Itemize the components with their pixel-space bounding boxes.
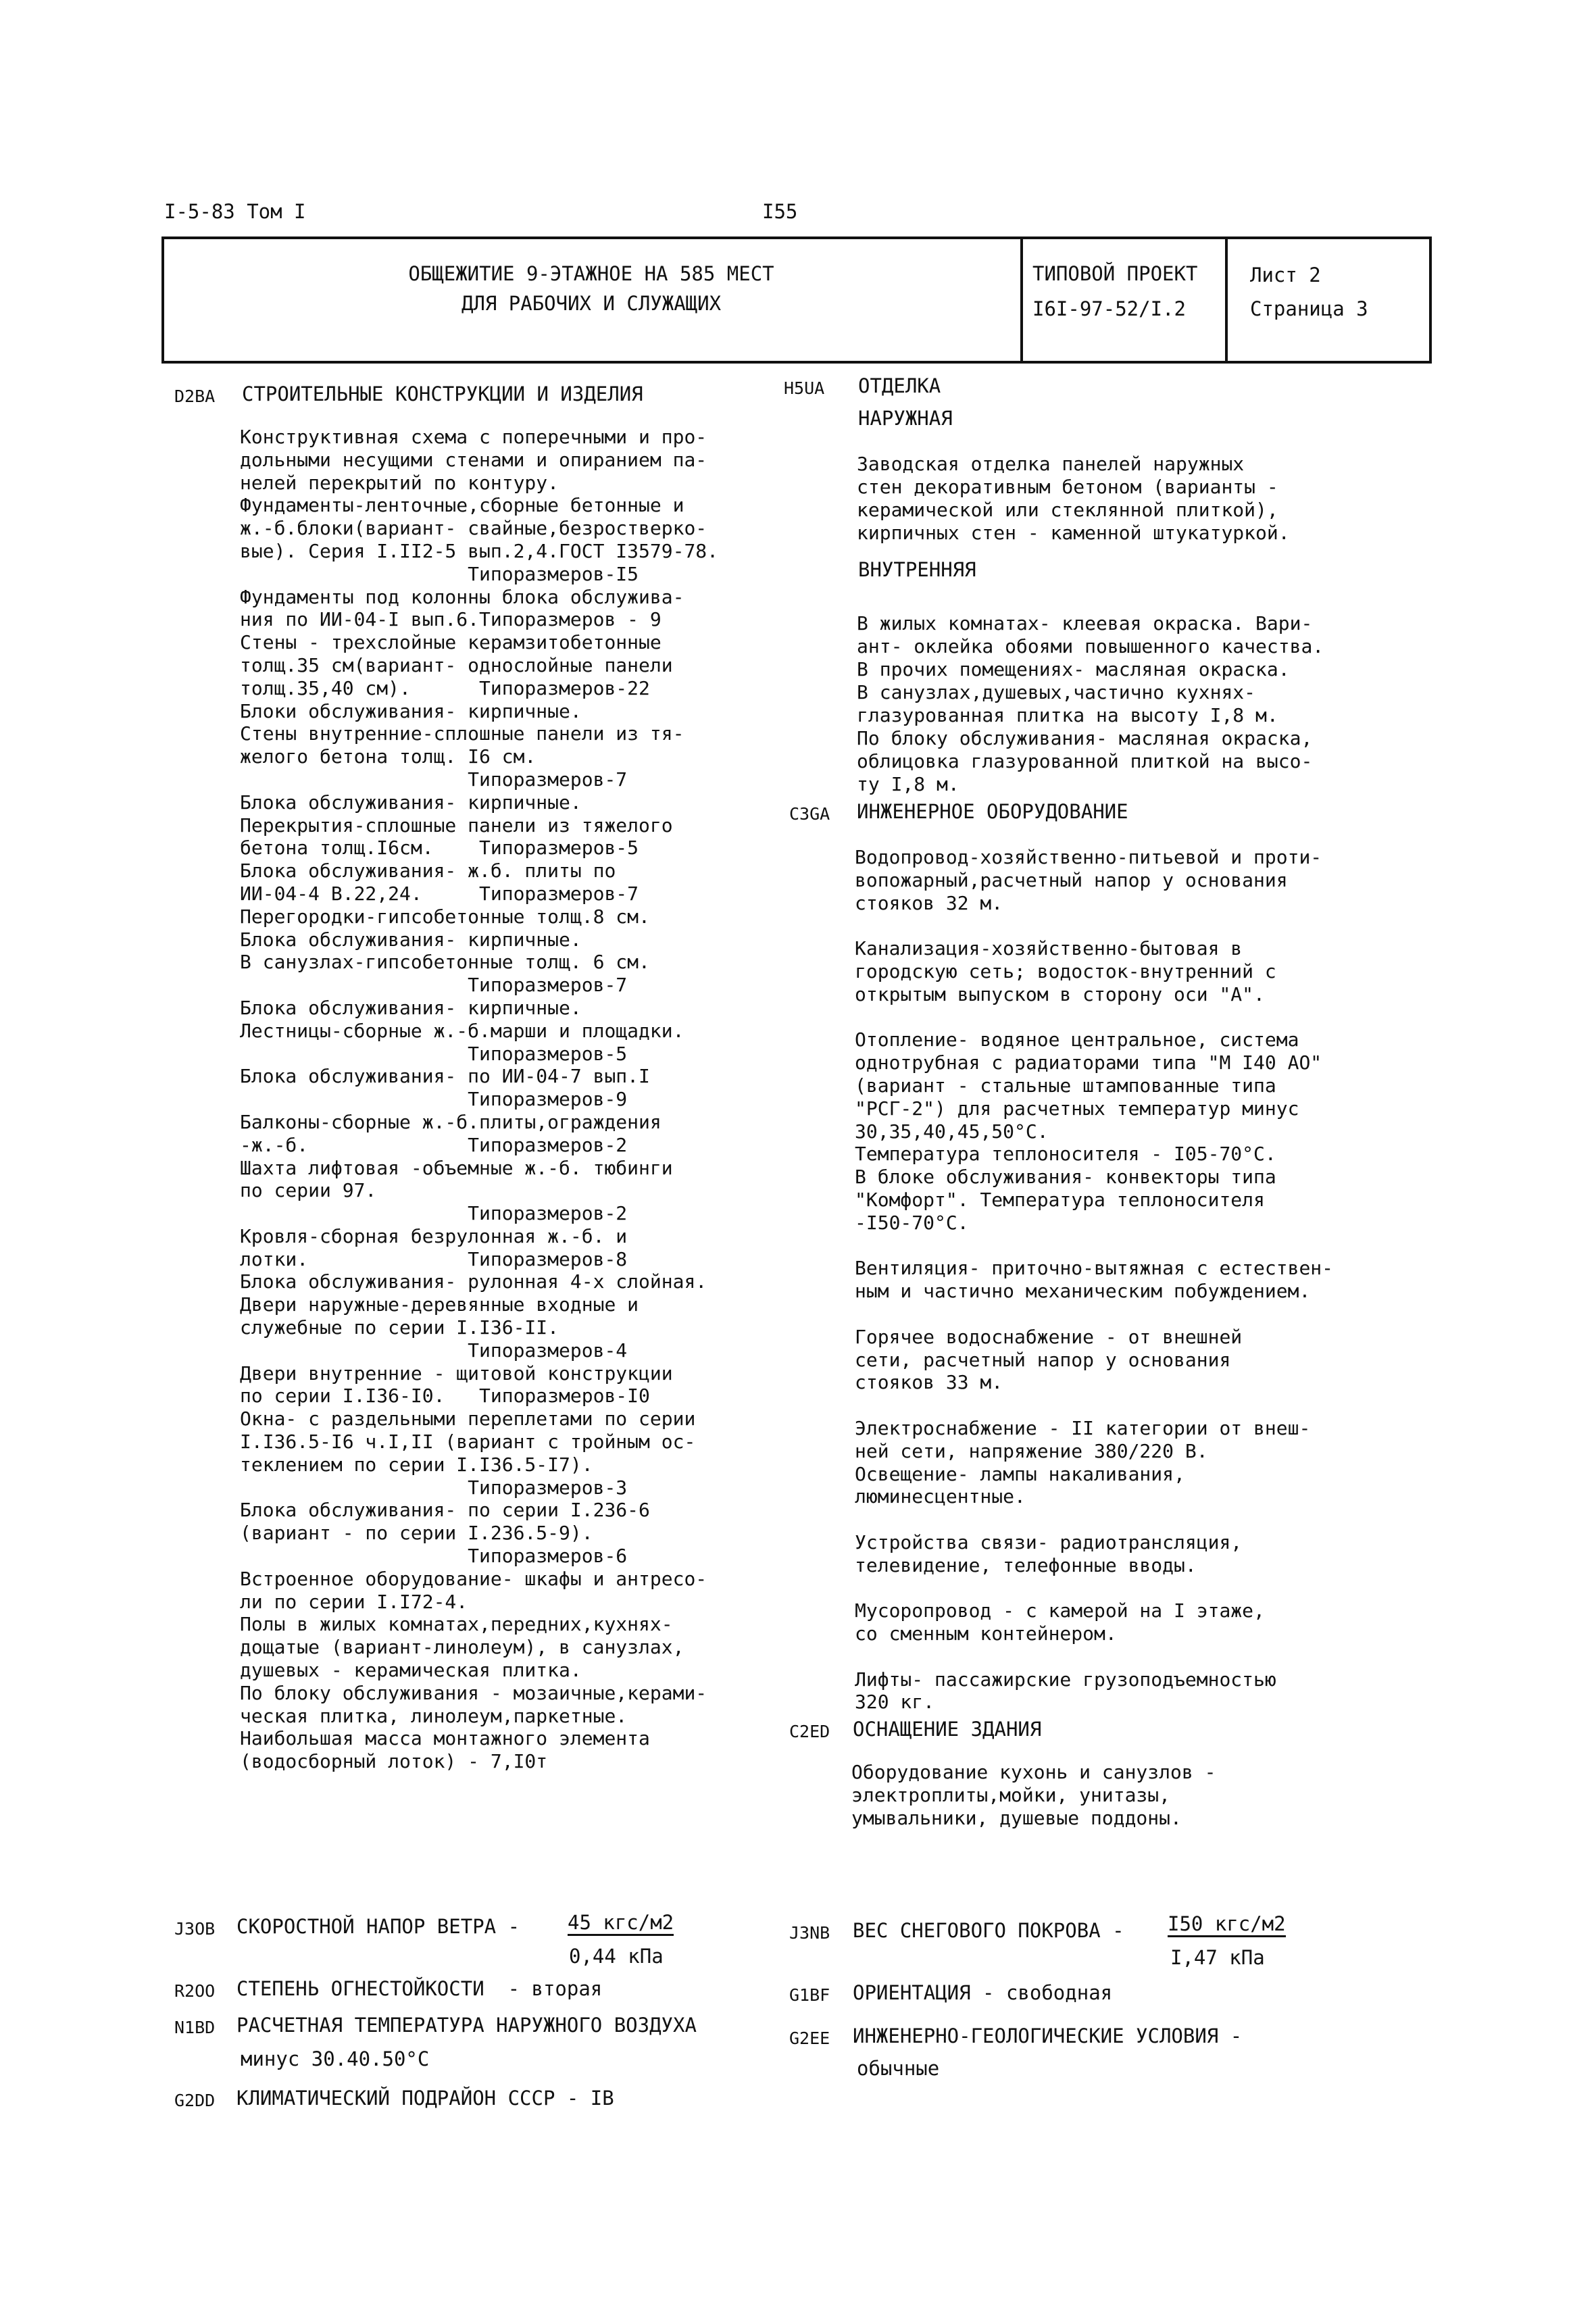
section-title: СТРОИТЕЛЬНЫЕ КОНСТРУКЦИИ И ИЗДЕЛИЯ — [242, 382, 643, 405]
section-code: D2BA — [174, 387, 216, 406]
climate-subregion: КЛИМАТИЧЕСКИЙ ПОДРАЙОН СССР - IВ — [236, 2087, 614, 2110]
wind-label: СКОРОСТНОЙ НАПОР ВЕТРА - — [236, 1915, 520, 1938]
section-code: N1BD — [174, 2018, 216, 2037]
geology-value: обычные — [857, 2057, 940, 2080]
title-block-divider — [1020, 237, 1023, 364]
section-code: R2OO — [174, 1981, 216, 2001]
section-code: H5UA — [784, 378, 825, 398]
design-temperature-label: РАСЧЕТНАЯ ТЕМПЕРАТУРА НАРУЖНОГО ВОЗДУХА — [236, 2014, 697, 2037]
geology-label: ИНЖЕНЕРНО-ГЕОЛОГИЧЕСКИЕ УСЛОВИЯ - — [853, 2024, 1243, 2047]
subsection-title: НАРУЖНАЯ — [858, 407, 953, 430]
document-subtitle: ДЛЯ РАБОЧИХ И СЛУЖАЩИХ — [461, 292, 722, 315]
project-number: I6I-97-52/I.2 — [1032, 297, 1186, 320]
equipment-text: Оборудование кухонь и санузлов - электроплиты,мойки, унитазы, умывальники, душевые поддоны. — [851, 1761, 1216, 1829]
snow-load-kgs: I50 кгс/м2 — [1168, 1912, 1286, 1937]
section-code: G2EE — [789, 2028, 830, 2048]
section-code: C3GA — [789, 804, 830, 824]
section-code: G2DD — [174, 2091, 216, 2110]
interior-finish-text: В жилых комнатах- клеевая окраска. Вари- ант- оклейка обоями повышенного качества. В прочих помещениях- масляная окраска. В санузлах,душевых,частично кухнях- глазурованная плитка на высоту I,8 м. По блоку обслуживания- масляная окраска, облицовка глазурованной плиткой на высо- ту I,8 м. — [857, 612, 1324, 795]
section-title: ОСНАЩЕНИЕ ЗДАНИЯ — [853, 1718, 1042, 1741]
engineering-text: Водопровод-хозяйственно-питьевой и проти- вопожарный,расчетный напор у основания стояков 32 м. Канализация-хозяйственно-бытовая в городскую сеть; водосток-внутренний с открытым выпуском в сторону оси "А". Отопление- водяное центральное, система однотрубная с радиаторами типа "М I40 АО" (вариант - стальные штампованные типа "РСГ-2") для расчетных температур минус 30,35,40,45,50°С. Температура теплоносителя - I05-70°С. В блоке обслуживания- конвекторы типа "Комфорт". Температура теплоносителя -I50-70°С. Вентиляция- приточно-вытяжная с естествен- ным и частично механическим побуждением. Горячее водоснабжение - от внешней сети, расчетный напор у основания стояков 33 м. Электроснабжение - II категории от внеш- ней сети, напряжение 380/220 В. Освещение- лампы накаливания, люминесцентные. Устройства связи- радиотрансляция, телевидение, телефонные вводы. Мусоропровод - с камерой на I этаже, со сменным контейнером. Лифты- пассажирские грузоподъемностью 320 кг. — [855, 846, 1334, 1714]
subsection-title: ВНУТРЕННЯЯ — [858, 558, 976, 581]
page-number: I55 — [762, 200, 798, 223]
sheet-number: Лист 2 — [1250, 264, 1321, 287]
section-code: G1BF — [789, 1985, 830, 2005]
wind-value-kpa: 0,44 кПа — [569, 1945, 664, 1968]
section-code: C2ED — [789, 1722, 830, 1741]
snow-load-label: ВЕС СНЕГОВОГО ПОКРОВА - — [853, 1919, 1124, 1942]
wind-value-kgs: 45 кгс/м2 — [568, 1911, 674, 1936]
section-code: J3OB — [174, 1919, 216, 1939]
orientation: ОРИЕНТАЦИЯ - свободная — [853, 1981, 1113, 2004]
snow-load-kpa: I,47 кПа — [1170, 1946, 1265, 1969]
page-of-sheet: Страница 3 — [1250, 297, 1368, 320]
exterior-finish-text: Заводская отделка панелей наружных стен декоративным бетоном (варианты - керамической или стеклянной плиткой), кирпичных стен - каменной штукатуркой. — [857, 453, 1290, 544]
design-temperature-value: минус 30.40.50°С — [241, 2047, 430, 2070]
document-title: ОБЩЕЖИТИЕ 9-ЭТАЖНОЕ НА 585 МЕСТ — [408, 262, 774, 285]
title-block-divider — [1225, 237, 1228, 364]
series-reference: I-5-83 Том I — [164, 200, 306, 223]
structures-text: Конструктивная схема с поперечными и про- дольными несущими стенами и опиранием па- нелей перекрытий по контуру. Фундаменты-ленточные,сборные бетонные и ж.-б.блоки(вариант- свайные,безростверко- вые). Серия I.II2-5 вып.2,4.ГОСТ I3579-78. Типоразмеров-I5 Фундаменты под колонны блока обслужива- ния по ИИ-04-I вып.6.Типоразмеров - 9 Стены - трехслойные керамзитобетонные толщ.35 см(вариант- однослойные панели толщ.35,40 см). Типоразмеров-22 Блоки обслуживания- кирпичные. Стены внутренние-сплошные панели из тя- желого бетона толщ. I6 см. Типоразмеров-7 Блока обслуживания- кирпичные. Перекрытия-сплошные панели из тяжелого бетона толщ.I6см. Типоразмеров-5 Блока обслуживания- ж.б. плиты по ИИ-04-4 В.22,24. Типоразмеров-7 Перегородки-гипсобетонные толщ.8 см. Блока обслуживания- кирпичные. В санузлах-гипсобетонные толщ. 6 см. Типоразмеров-7 Блока обслуживания- кирпичные. Лестницы-сборные ж.-б.марши и площадки. Типоразмеров-5 Блока обслуживания- по ИИ-04-7 вып.I Типоразмеров-9 Балконы-сборные ж.-б.плиты,ограждения -ж.-б. Типоразмеров-2 Шахта лифтовая -объемные ж.-б. тюбинги по серии 97. Типоразмеров-2 Кровля-сборная безрулонная ж.-б. и лотки. Типоразмеров-8 Блока обслуживания- рулонная 4-х слойная. Двери наружные-деревянные входные и служебные по серии I.I36-II. Типоразмеров-4 Двери внутренние - щитовой конструкции по серии I.I36-I0. Типоразмеров-I0 Окна- с раздельными переплетами по серии I.I36.5-I6 ч.I,II (вариант с тройным ос- теклением по серии I.I36.5-I7). Типоразмеров-3 Блока обслуживания- по серии I.236-6 (вариант - по серии I.236.5-9). Типоразмеров-6 Встроенное оборудование- шкафы и антресо- ли по серии I.I72-4. Полы в жилых комнатах,передних,кухнях- дощатые (вариант-линолеум), в санузлах, душевых - керамическая плитка. По блоку обслуживания - мозаичные,керами- ческая плитка, линолеум,паркетные. Наибольшая масса монтажного элемента (водосборный лоток) - 7,I0т — [240, 426, 719, 1773]
section-title: ИНЖЕНЕРНОЕ ОБОРУДОВАНИЕ — [857, 800, 1128, 823]
section-title: ОТДЕЛКА — [858, 374, 941, 397]
project-label: ТИПОВОЙ ПРОЕКТ — [1032, 262, 1198, 285]
fire-resistance: СТЕПЕНЬ ОГНЕСТОЙКОСТИ - вторая — [236, 1977, 603, 2000]
section-code: J3NB — [789, 1923, 830, 1943]
